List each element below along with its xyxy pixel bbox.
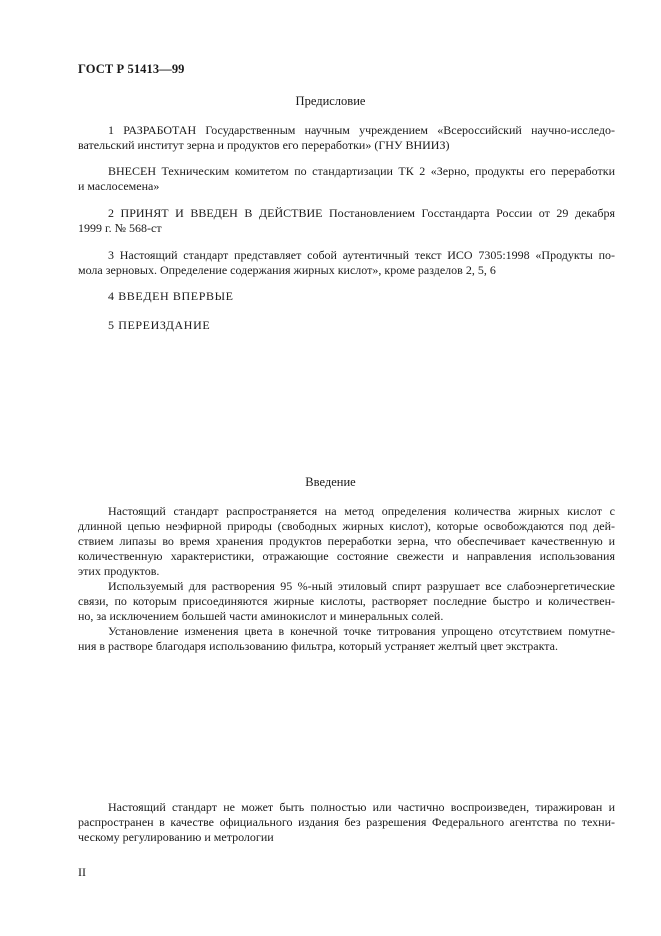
text-line: ствием липазы во время хранения продуктов переработки зерна, что обеспечивает качественную и: [78, 534, 615, 548]
text-line: 5 ПЕРЕИЗДАНИЕ: [108, 318, 211, 332]
text-line: 4 ВВЕДЕН ВПЕРВЫЕ: [108, 289, 234, 303]
document-code: ГОСТ Р 51413—99: [78, 62, 185, 76]
text-line: но, за исключением большей части аминокислот и минеральных солей.: [78, 609, 444, 623]
text-line: длинной цепью неэфирной природы (свободных жирных кислот), которые освобождаются под дей-: [78, 519, 615, 533]
text-line: Настоящий стандарт распространяется на метод определения количества жирных кислот с: [108, 504, 615, 518]
page-number: II: [78, 865, 86, 879]
text-line: 1999 г. № 568-ст: [78, 221, 162, 235]
text-line: вательский институт зерна и продуктов его переработки» (ГНУ ВНИИЗ): [78, 138, 450, 152]
foreword-item-2: [78, 206, 615, 236]
foreword-item-5: [78, 318, 615, 333]
text-line: мола зерновых. Определение содержания жирных кислот», кроме разделов 2, 5, 6: [78, 263, 496, 277]
text-line: этих продуктов.: [78, 564, 160, 578]
text-line: количественную характеристики, отражающие состояние свежести и направления использования: [78, 549, 615, 563]
introduction-paragraph-1: [78, 504, 615, 579]
copyright-notice: [78, 800, 615, 845]
foreword-item-3: [78, 248, 615, 278]
text-line: ВНЕСЕН Техническим комитетом по стандартизации ТК 2 «Зерно, продукты его переработки: [108, 164, 615, 178]
text-line: Настоящий стандарт не может быть полностью или частично воспроизведен, тиражирован и: [108, 800, 615, 814]
text-line: связи, по которым присоединяются жирные кислоты, растворяет последние быстро и количествен-: [78, 594, 615, 608]
text-line: ческому регулированию и метрологии: [78, 830, 274, 844]
text-line: распространен в качестве официального издания без разрешения Федерального агентства по техни-: [78, 815, 615, 829]
foreword-item-submitted: [78, 164, 615, 194]
introduction-paragraph-3: [78, 624, 615, 654]
text-line: Установление изменения цвета в конечной точке титрования упрощено отсутствием помутне-: [108, 624, 615, 638]
foreword-title: Предисловие: [295, 94, 366, 108]
text-line: ния в растворе благодаря использованию фильтра, который устраняет желтый цвет экстракта.: [78, 639, 558, 653]
introduction-title: Введение: [305, 475, 356, 489]
text-line: Используемый для растворения 95 %-ный этиловый спирт разрушает все слабоэнергетические: [108, 579, 615, 593]
text-line: 2 ПРИНЯТ И ВВЕДЕН В ДЕЙСТВИЕ Постановлением Госстандарта России от 29 декабря: [108, 206, 615, 220]
foreword-item-1: [78, 123, 615, 153]
text-line: 3 Настоящий стандарт представляет собой аутентичный текст ИСО 7305:1998 «Продукты по-: [108, 248, 615, 262]
foreword-item-4: [78, 289, 615, 304]
introduction-paragraph-2: [78, 579, 615, 624]
text-line: и маслосемена»: [78, 179, 160, 193]
text-line: 1 РАЗРАБОТАН Государственным научным учреждением «Всероссийский научно-исследо-: [108, 123, 615, 137]
